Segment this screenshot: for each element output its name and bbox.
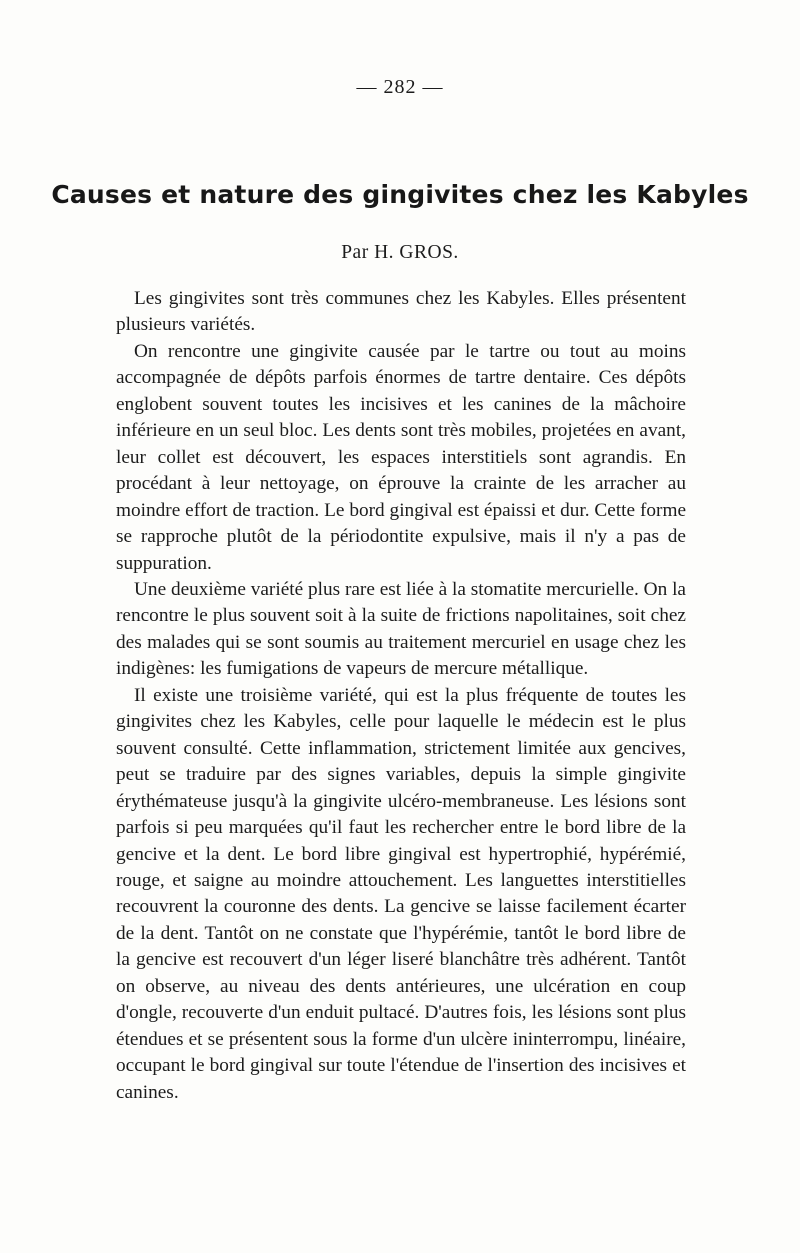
paragraph-3: Une deuxième variété plus rare est liée à la stomatite mercurielle. On la rencontre le plus souvent soit à la suite de frictions napolitaines, soit chez des malades qui se sont soumis au traitement mercuriel en usage chez les indigènes: les fumigations de vapeurs de mercure métallique.	[116, 578, 686, 680]
paragraph-1: Les gingivites sont très communes chez les Kabyles. Elles présentent plusieurs variétés.	[116, 288, 686, 336]
paragraph-2: On rencontre une gingivite causée par le tartre ou tout au moins accompagnée de dépôts parfois énormes de tartre dentaire. Ces dépôts englobent souvent toutes les incisives et les canines de la mâchoire inférieure en un seul bloc. Les dents sont très mobiles, projetées en avant, leur collet est découvert, les espaces interstitiels sont agrandis. En procédant à leur nettoyage, on éprouve la crainte de les arracher au moindre effort de traction. Le bord gingival est épaissi et dur. Cette forme se rapproche plutôt de la périodontite expulsive, mais il n'y a pas de suppuration.	[116, 340, 686, 574]
paragraph-4: Il existe une troisième variété, qui est la plus fréquente de toutes les gingivites chez les Kabyles, celle pour laquelle le médecin est le plus souvent consulté. Cette inflammation, strictement limitée aux gencives, peut se traduire par des signes variables, depuis la simple gingivite érythémateuse jusqu'à la gingivite ulcéro-membraneuse. Les lésions sont parfois si peu marquées qu'il faut les rechercher entre le bord libre de la gencive et la dent. Le bord libre gingival est hypertrophié, hypérémié, rouge, et saigne au moindre attouchement. Les languettes interstitielles recouvrent la couronne des dents. La gencive se laisse facilement écarter de la dent. Tantôt on ne constate que l'hypérémie, tantôt le bord libre de la gencive est recouvert d'un léger liseré blanchâtre très adhérent. Tantôt on observe, au niveau des dents antérieures, une ulcération en coup d'ongle, recouverte d'un enduit pultacé. D'autres fois, les lésions sont plus étendues et se présentent sous la forme d'un ulcère ininterrompu, linéaire, occupant le bord gingival sur toute l'étendue de l'insertion des incisives et canines.	[116, 684, 686, 1103]
page-number: — 282 —	[356, 76, 444, 98]
article-title: Causes et nature des gingivites chez les Kabyles	[51, 180, 749, 209]
article-author: Par H. GROS.	[341, 242, 459, 263]
article-body	[116, 286, 686, 1106]
